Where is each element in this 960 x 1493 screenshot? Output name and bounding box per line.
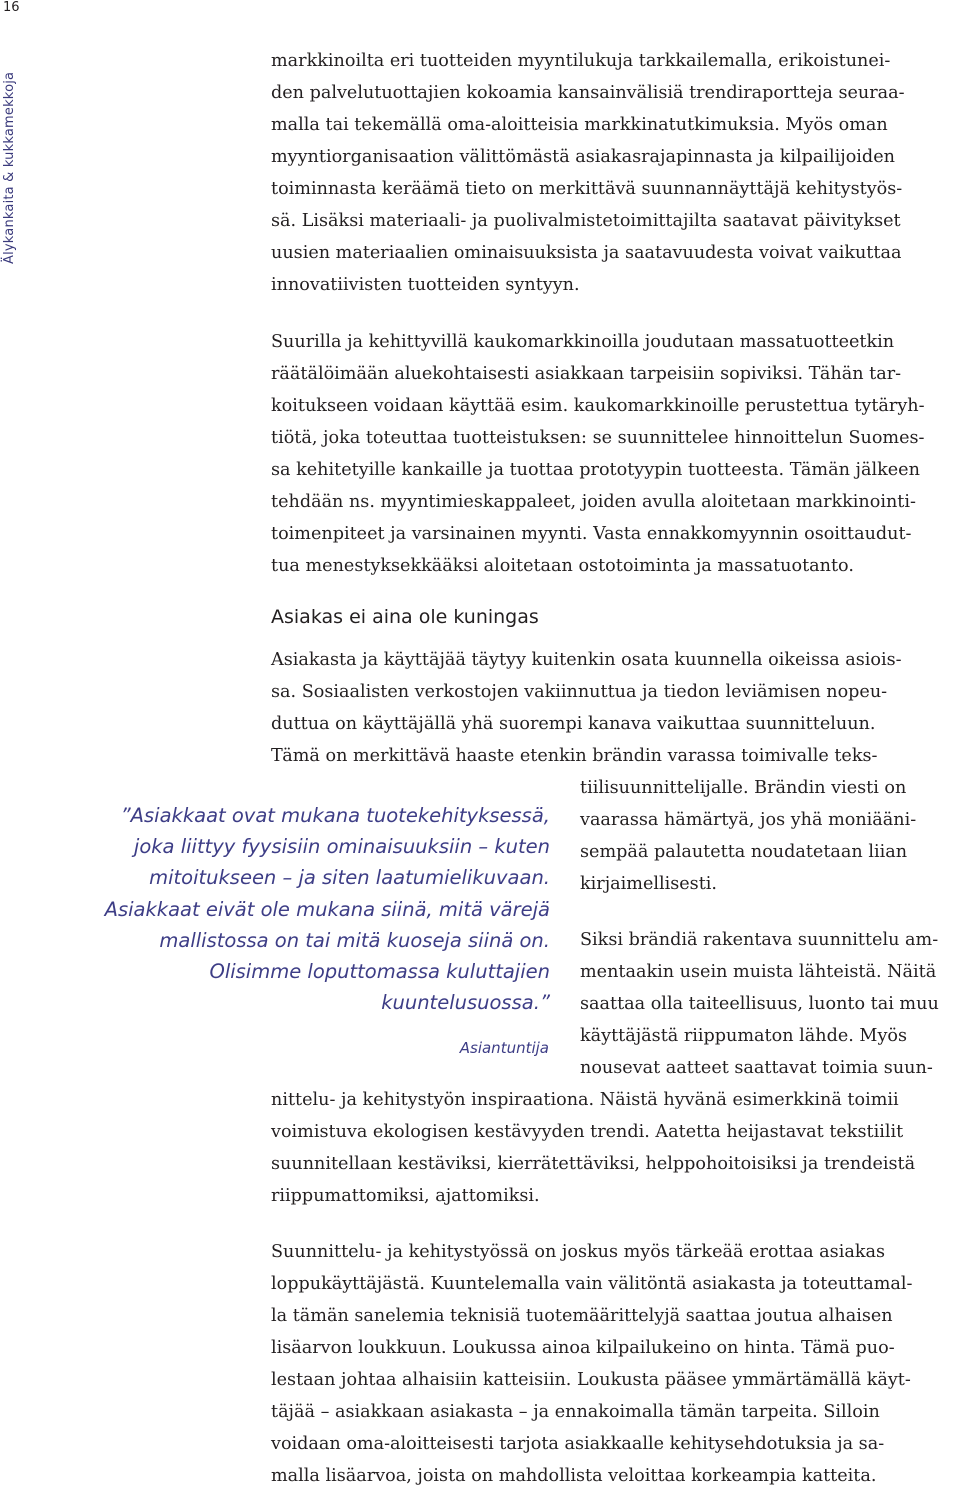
pull-quote-line: Olisimme loputtomassa kuluttajien xyxy=(209,960,550,984)
paragraph3-line: vaarassa hämärtyä, jos yhä moniääni- xyxy=(580,810,917,830)
paragraph5-line: lisäarvon loukkuun. Loukussa ainoa kilpailukeino on hinta. Tämä puo- xyxy=(271,1338,895,1358)
paragraph2-line: tehdään ns. myyntimieskappaleet, joiden avulla aloitetaan markkinointi- xyxy=(271,492,916,512)
paragraph3-line: kirjaimellisesti. xyxy=(580,874,718,894)
paragraph5-line: la tämän sanelemia teknisiä tuotemäärittelyjä saattaa joutua alhaisen xyxy=(271,1306,893,1326)
paragraph1-line: malla tai tekemällä oma-aloitteisia markkinatutkimuksia. Myös oman xyxy=(271,115,888,135)
paragraph2-line: koitukseen voidaan käyttää esim. kaukomarkkinoille perustettua tytäryh- xyxy=(271,396,925,416)
paragraph2-line: sa kehitetyille kankaille ja tuottaa prototyypin tuotteesta. Tämän jälkeen xyxy=(271,460,920,480)
paragraph1-line: innovatiivisten tuotteiden syntyyn. xyxy=(271,275,580,295)
paragraph4-line: saattaa olla taiteellisuus, luonto tai muu xyxy=(580,994,939,1014)
page-number: 16 xyxy=(3,0,20,15)
paragraph3-line: sempää palautetta noudatetaan liian xyxy=(580,842,908,862)
paragraph1-line: sä. Lisäksi materiaali- ja puolivalmistetoimittajilta saatavat päivitykset xyxy=(271,211,901,231)
paragraph4-line: suunnitellaan kestäviksi, kierrätettäviksi, helppohoitoisiksi ja trendeistä xyxy=(271,1154,916,1174)
paragraph2-line: toimenpiteet ja varsinainen myynti. Vasta ennakkomyynnin osoittaudut- xyxy=(271,524,912,544)
paragraph4-line: nousevat aatteet saattavat toimia suun- xyxy=(580,1058,933,1078)
paragraph3-line: Asiakasta ja käyttäjää täytyy kuitenkin osata kuunnella oikeissa asiois- xyxy=(271,650,902,670)
paragraph4-line: voimistuva ekologisen kestävyyden trendi. Aatetta heijastavat tekstiilit xyxy=(271,1122,904,1142)
pull-quote-line: mallistossa on tai mitä kuoseja siinä on. xyxy=(159,928,550,952)
paragraph2-line: räätälöimään aluekohtaisesti asiakkaan tarpeisiin sopiviksi. Tähän tar- xyxy=(271,364,902,384)
paragraph2-line: Suurilla ja kehittyvillä kaukomarkkinoilla joudutaan massatuotteetkin xyxy=(271,332,895,352)
paragraph3-line: duttua on käyttäjällä yhä suorempi kanava vaikuttaa suunnitteluun. xyxy=(271,714,876,734)
paragraph4-line: riippumattomiksi, ajattomiksi. xyxy=(271,1186,540,1206)
paragraph4-line: Siksi brändiä rakentava suunnittelu am- xyxy=(580,930,939,950)
paragraph1-line: toiminnasta keräämä tieto on merkittävä suunnannäyttäjä kehitystyös- xyxy=(271,179,903,199)
pull-quote-line: mitoitukseen – ja siten laatumielikuvaan. xyxy=(149,866,550,890)
paragraph4-line: mentaakin usein muista lähteistä. Näitä xyxy=(580,962,937,982)
section-title-text: Älykankaita & kukkamekkoja xyxy=(2,71,17,264)
paragraph1-line: den palvelutuottajien kokoamia kansainvälisiä trendiraportteja seuraa- xyxy=(271,83,905,103)
paragraph2-line: tua menestyksekkääksi aloitetaan ostotoiminta ja massatuotanto. xyxy=(271,556,854,576)
paragraph1-line: myyntiorganisaation välittömästä asiakasrajapinnasta ja kilpailijoiden xyxy=(271,147,895,167)
pull-quote-line: Asiakkaat eivät ole mukana siinä, mitä värejä xyxy=(104,897,550,921)
paragraph1-line: markkinoilta eri tuotteiden myyntilukuja tarkkailemalla, erikoistunei- xyxy=(271,51,891,71)
paragraph5-line: lestaan johtaa alhaisiin katteisiin. Loukusta pääsee ymmärtämällä käyt- xyxy=(271,1370,911,1390)
paragraph3-line: Tämä on merkittävä haaste etenkin brändin varassa toimivalle teks- xyxy=(271,746,878,766)
paragraph4-line: käyttäjästä riippumaton lähde. Myös xyxy=(580,1026,908,1046)
paragraph3-line: tiilisuunnittelijalle. Brändin viesti on xyxy=(580,778,907,798)
running-section-title xyxy=(2,44,22,264)
paragraph5-line: loppukäyttäjästä. Kuuntelemalla vain välitöntä asiakasta ja toteuttamal- xyxy=(271,1274,913,1294)
paragraph5-line: Suunnittelu- ja kehitystyössä on joskus myös tärkeää erottaa asiakas xyxy=(271,1242,885,1262)
pull-quote-line: kuuntelusuossa.” xyxy=(381,991,550,1015)
paragraph5-line: malla lisäarvoa, joista on mahdollista veloittaa korkeampia katteita. xyxy=(271,1466,877,1486)
section-subheading: Asiakas ei aina ole kuningas xyxy=(271,606,539,628)
paragraph3-line: sa. Sosiaalisten verkostojen vakiinnuttua ja tiedon leviämisen nopeu- xyxy=(271,682,888,702)
pull-quote xyxy=(105,800,550,1018)
pull-quote-line: joka liittyy fyysisiin ominaisuuksiin – kuten xyxy=(133,835,550,859)
pull-quote-line: ”Asiakkaat ovat mukana tuotekehityksessä, xyxy=(120,804,550,827)
paragraph4-line: nittelu- ja kehitystyön inspiraationa. Näistä hyvänä esimerkkinä toimii xyxy=(271,1090,899,1110)
paragraph5-line: täjää – asiakkaan asiakasta – ja ennakoimalla tämän tarpeita. Silloin xyxy=(271,1402,880,1422)
paragraph5-line: voidaan oma-aloitteisesti tarjota asiakkaalle kehitysehdotuksia ja sa- xyxy=(271,1434,885,1454)
quote-attribution: Asiantuntija xyxy=(459,1039,549,1057)
paragraph2-line: tiötä, joka toteuttaa tuotteistuksen: se suunnittelee hinnoittelun Suomes- xyxy=(271,428,925,448)
paragraph1-line: uusien materiaalien ominaisuuksista ja saatavuudesta voivat vaikuttaa xyxy=(271,243,902,263)
